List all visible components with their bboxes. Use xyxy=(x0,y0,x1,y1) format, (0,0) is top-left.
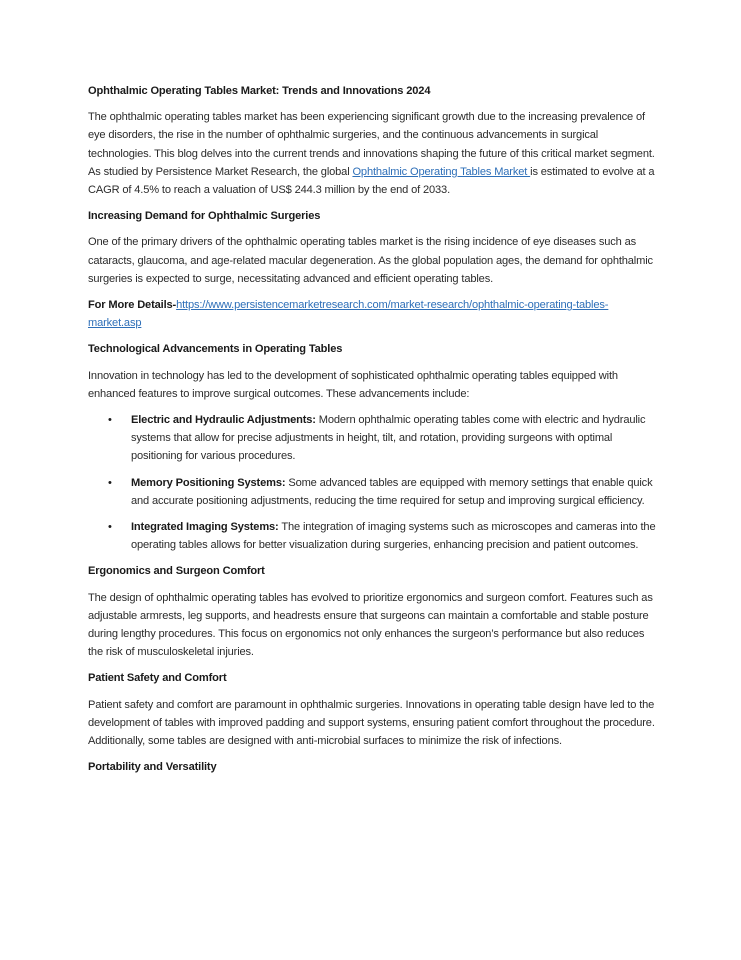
list-item-text: Some advanced tables are equipped with memory settings that enable quick and accurate positioning adjustments, reducing the time required for setup and improving surgical efficiency. xyxy=(131,476,653,507)
list-item-label: Integrated Imaging Systems: xyxy=(131,521,279,534)
bullet-icon: • xyxy=(108,414,112,427)
section-body-safety: Patient safety and comfort are paramount in ophthalmic surgeries. Innovations in operating table design have led to the development of tables with improved padding and support systems, ensuring patient comfort throughout the procedure. Additionally, some tables are designed with anti-microbial surfaces to minimize the risk of infections. xyxy=(88,698,655,748)
list-item xyxy=(88,518,660,554)
intro-paragraph xyxy=(88,108,660,199)
list-item-label: Memory Positioning Systems: xyxy=(131,476,286,489)
intro-text-end: is estimated to evolve at a CAGR of 4.5% to reach a valuation of US$ 244.3 million by the end of 2033. xyxy=(88,165,655,197)
list-item xyxy=(88,411,660,466)
section-body-tech: Innovation in technology has led to the development of sophisticated ophthalmic operating tables equipped with enhanced features to improve surgical outcomes. These advancements include: xyxy=(88,369,618,400)
market-link[interactable]: Ophthalmic Operating Tables Market xyxy=(352,165,531,178)
section-body-demand: One of the primary drivers of the ophthalmic operating tables market is the rising incidence of eye diseases such as cataracts, glaucoma, and age-related macular degeneration. As the global population ages, the demand for ophthalmic surgeries is expected to surge, necessitating advanced and efficient operating tables. xyxy=(88,236,653,285)
section-heading-demand: Increasing Demand for Ophthalmic Surgeries xyxy=(88,210,321,223)
section-heading-ergonomics: Ergonomics and Surgeon Comfort xyxy=(88,565,265,578)
section-heading-tech: Technological Advancements in Operating Tables xyxy=(88,343,343,356)
list-item-text: The integration of imaging systems such as microscopes and cameras into the operating tables allows for better visualization during surgeries, enhancing precision and patient outcomes. xyxy=(131,521,656,552)
advancements-list xyxy=(88,411,660,554)
document-page xyxy=(88,82,660,785)
bullet-icon: • xyxy=(108,476,112,489)
more-details xyxy=(88,296,660,332)
intro-text: The ophthalmic operating tables market has been experiencing significant growth due to the increasing prevalence of eye disorders, the rise in the number of ophthalmic surgeries, and the continuous advancements in surgical technologies. This blog delves into the current trends and innovations shaping the future of this critical market segment. As studied by Persistence Market Research, the global xyxy=(88,111,655,178)
list-item xyxy=(88,474,660,510)
more-details-label: For More Details- xyxy=(88,299,177,312)
section-body-ergonomics: The design of ophthalmic operating tables has evolved to prioritize ergonomics and surgeon comfort. Features such as adjustable armrests, leg supports, and headrests ensure that surgeons can maintain a comfortable and stable posture during lengthy procedures. This focus on ergonomics not only enhances the surgeon’s performance but also reduces the risk of musculoskeletal injuries. xyxy=(88,591,653,659)
bullet-icon: • xyxy=(108,521,112,534)
section-heading-portability: Portability and Versatility xyxy=(88,761,217,774)
more-details-link[interactable]: https://www.persistencemarketresearch.com/market-research/ophthalmic-operating-tables-market.asp xyxy=(88,299,609,330)
section-heading-safety: Patient Safety and Comfort xyxy=(88,672,227,685)
list-item-text: Modern ophthalmic operating tables come with electric and hydraulic systems that allow for precise adjustments in height, tilt, and rotation, providing surgeons with optimal positioning for various procedures. xyxy=(131,414,646,463)
page-title: Ophthalmic Operating Tables Market: Trends and Innovations 2024 xyxy=(88,85,431,97)
list-item-label: Electric and Hydraulic Adjustments: xyxy=(131,414,316,427)
